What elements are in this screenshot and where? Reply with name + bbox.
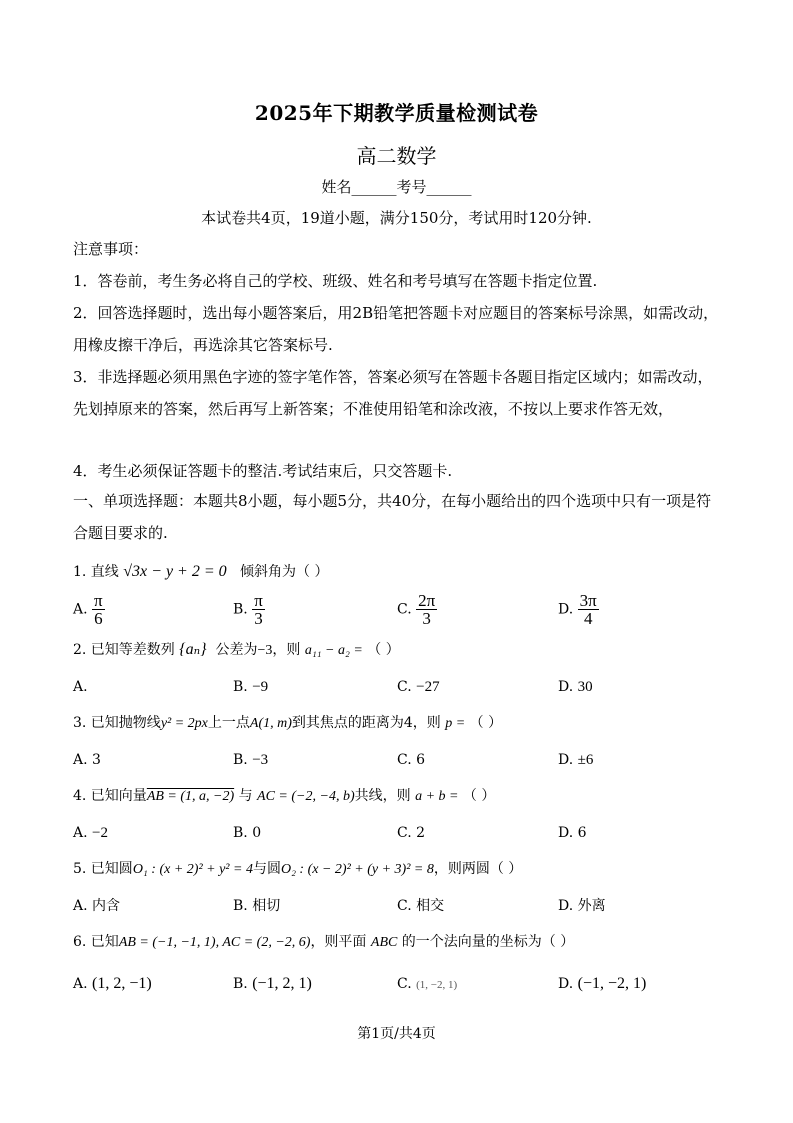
notice-item-3: 3．非选择题必须用黑色字迹的签字笔作答，答案必须写在答题卡各题目指定区域内；如需改动，先划掉原来的答案，然后再写上新答案；不准使用铅笔和涂改液，不按以上要求作答无效， [73, 368, 713, 418]
name-number-line: 姓名______考号______ [321, 178, 472, 196]
q5-option-b: B. 相切 [233, 898, 281, 914]
q4-option-a: A. −2 [73, 825, 108, 841]
notice-heading: 注意事项： [73, 240, 149, 258]
q6-option-b: B. (−1, 2, 1) [233, 975, 312, 992]
notice-item-1: 1．答卷前，考生务必将自己的学校、班级、姓名和考号填写在答题卡指定位置. [73, 272, 598, 290]
section1-heading: 一、单项选择题：本题共8小题，每小题5分，共40分，在每小题给出的四个选项中只有一项是符合题目要求的. [73, 492, 712, 542]
q6-option-a: A. (1, 2, −1) [73, 975, 152, 992]
q5-option-c: C. 相交 [397, 898, 445, 914]
notice-item-2: 2．回答选择题时，选出每小题答案后，用2B铅笔把答题卡对应题目的答案标号涂黑，如需改动，用橡皮擦干净后，再选涂其它答案标号. [73, 304, 719, 354]
q3-option-d: D. ±6 [558, 752, 594, 768]
q3-option-c: C. 6 [397, 752, 426, 768]
q3-option-a: A. 3 [73, 752, 101, 768]
q4-option-c: C. 2 [397, 825, 426, 841]
question-5: 5. 已知圆O₁ : (x + 2)² + y² = 4与圆O₂ : (x − 2)² + (y + 3)² = 8，则两圆（ ） [73, 861, 523, 877]
exam-title: 2025年下期教学质量检测试卷 [254, 101, 539, 125]
q4-option-b: B. 0 [233, 825, 262, 841]
exam-intro: 本试卷共4页，19道小题，满分150分，考试用时120分钟. [201, 209, 592, 227]
math-expression: √3x − y + 2 = 0 [123, 563, 227, 580]
page-footer: 第1页/共4页 [357, 1026, 436, 1042]
question-1 [73, 562, 328, 582]
q6-option-d: D. (−1, −2, 1) [558, 975, 647, 992]
question-text: 1. 直线 [73, 564, 119, 580]
q3-option-b: B. −3 [233, 752, 269, 768]
q2-option-d: D. 30 [558, 679, 593, 695]
q1-option-a: A. $\frac{\pi}{6}$ [73, 591, 103, 628]
q5-option-a: A. 内含 [73, 898, 121, 914]
exam-subject: 高二数学 [356, 144, 437, 168]
q1-option-b: B. $\frac{\pi}{3}$ [233, 591, 263, 628]
q1-option-d: D. $\frac{3\pi}{4}$ [558, 591, 597, 628]
question-text: 倾斜角为（ ） [240, 564, 329, 580]
q5-option-d: D. 外离 [558, 898, 606, 914]
q1-option-c: C. $\frac{2\pi}{3}$ [397, 591, 436, 628]
q2-option-c: C. −27 [397, 679, 440, 695]
notice-item-4: 4．考生必须保证答题卡的整洁.考试结束后，只交答题卡. [73, 462, 453, 480]
q2-option-a: A. [73, 679, 88, 695]
q6-option-c: C. (1, −2, 1) [397, 976, 458, 992]
question-3: 3. 已知抛物线y² = 2px上一点A(1, m)到其焦点的距离为4，则 p = （ ） [73, 715, 503, 731]
question-2: 2. 已知等差数列 {aₙ} 公差为−3，则 a₁₁ − a₂ = （ ） [73, 641, 400, 658]
question-4: 4. 已知向量AB = (1, a, −2) 与 AC = (−2, −4, b)共线，则 a + b = （ ） [73, 788, 496, 804]
q4-option-d: D. 6 [558, 825, 587, 841]
q2-option-b: B. −9 [233, 679, 269, 695]
question-6: 6. 已知AB = (−1, −1, 1), AC = (2, −2, 6)，则平面 ABC 的一个法向量的坐标为（ ） [73, 934, 575, 950]
